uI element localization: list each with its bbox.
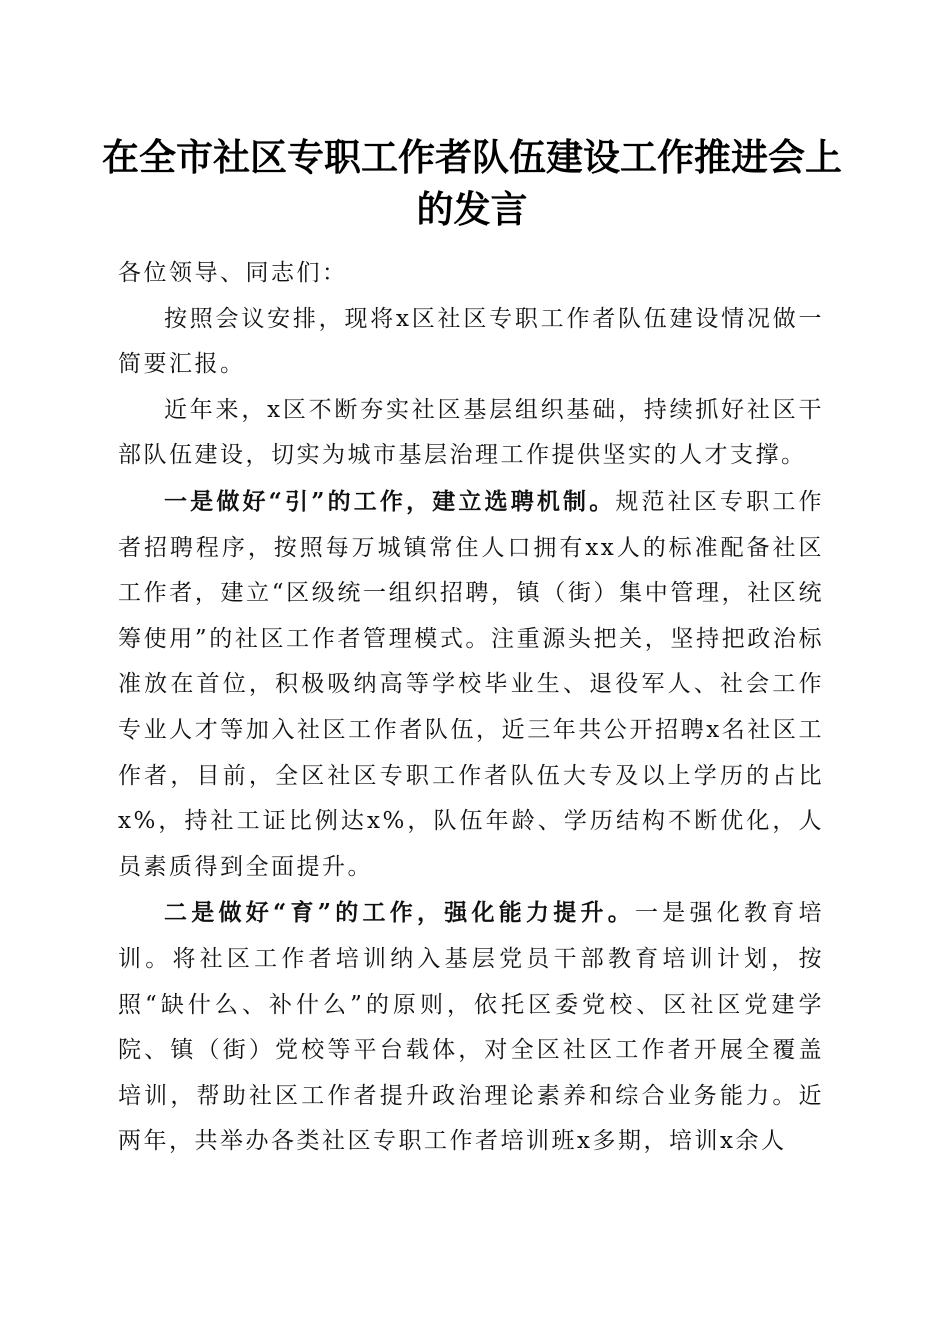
paragraph-recruitment <box>118 479 824 890</box>
paragraph-overview <box>118 388 824 479</box>
paragraph-training <box>118 890 824 1165</box>
paragraph-text: 按照会议安排，现将x区社区专职工作者队伍建设情况做一简要汇报。 <box>118 305 824 378</box>
document-title: 在全市社区专职工作者队伍建设工作推进会上的发言 <box>102 135 842 231</box>
paragraph-text: 一是强化教育培训。将社区工作者培训纳入基层党员干部教育培训计划，按照“缺什么、补什么”的原则，依托区委党校、区社区党建学院、镇（街）党校等平台载体，对全区社区工作者开展全覆盖培训，帮助社区工作者提升政治理论素养和综合业务能力。近两年，共举办各类社区专职工作者培训班x多期，培训x余人 <box>118 900 824 1155</box>
paragraph-lead: 二是做好“育”的工作，强化能力提升。 <box>164 899 635 927</box>
paragraph-text: 规范社区专职工作者招聘程序，按照每万城镇常住人口拥有xx人的标准配备社区工作者，建立“区级统一组织招聘，镇（街）集中管理，社区统筹使用”的社区工作者管理模式。注重源头把关，坚持把政治标准放在首位，积极吸纳高等学校毕业生、退役军人、社会工作专业人才等加入社区工作者队伍，近三年共公开招聘x名社区工作者，目前，全区社区专职工作者队伍大专及以上学历的占比x%，持社工证比例达x%，队伍年龄、学历结构不断优化，人员素质得到全面提升。 <box>118 488 825 880</box>
paragraph-text: 近年来，x区不断夯实社区基层组织基础，持续抓好社区干部队伍建设，切实为城市基层治理工作提供坚实的人才支撑。 <box>118 396 824 469</box>
paragraph-intro <box>118 297 824 388</box>
paragraph-lead: 一是做好“引”的工作，建立选聘机制。 <box>164 487 616 515</box>
salutation: 各位领导、同志们： <box>118 260 348 286</box>
document-body <box>118 251 824 1165</box>
